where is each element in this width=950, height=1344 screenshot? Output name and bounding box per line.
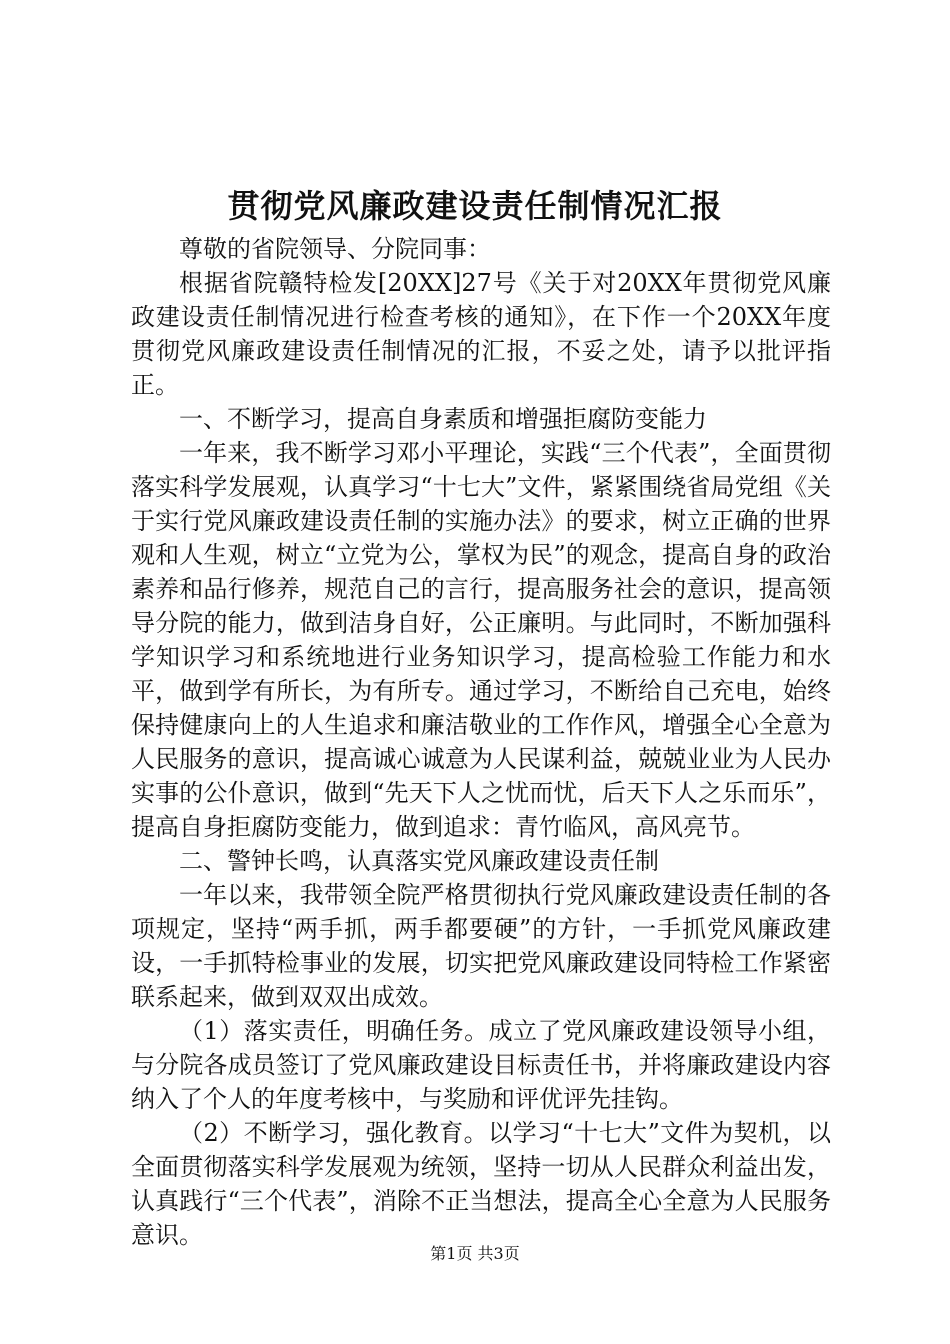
document-body <box>131 232 831 1252</box>
item-1-paragraph: （1）落实责任，明确任务。成立了党风廉政建设领导小组，与分院各成员签订了党风廉政建设目标责任书，并将廉政建设内容纳入了个人的年度考核中，与奖励和评优评先挂钩。 <box>131 1017 831 1113</box>
document-title: 贯彻党风廉政建设责任制情况汇报 <box>227 187 723 225</box>
section-1-paragraph: 一年来，我不断学习邓小平理论，实践“三个代表”，全面贯彻落实科学发展观，认真学习“十七大”文件，紧紧围绕省局党组《关于实行党风廉政建设责任制的实施办法》的要求，树立正确的世界观和人生观，树立“立党为公，掌权为民”的观念，提高自身的政治素养和品行修养，规范自己的言行，提高服务社会的意识，提高领导分院的能力，做到洁身自好，公正廉明。与此同时，不断加强科学知识学习和系统地进行业务知识学习，提高检验工作能力和水平，做到学有所长，为有所专。通过学习，不断给自己充电，始终保持健康向上的人生追求和廉洁敬业的工作作风，增强全心全意为人民服务的意识，提高诚心诚意为人民谋利益，兢兢业业为人民办实事的公仆意识，做到“先天下人之忧而忧，后天下人之乐而乐”，提高自身拒腐防变能力，做到追求：青竹临风，高风亮节。 <box>131 439 831 841</box>
page-footer: 第1页 共3页 <box>430 1244 520 1263</box>
section-heading-1: 一、不断学习，提高自身素质和增强拒腐防变能力 <box>179 405 707 433</box>
intro-paragraph: 根据省院赣特检发[20XX]27号《关于对20XX年贯彻党风廉政建设责任制情况进行检查考核的通知》，在下作一个20XX年度贯彻党风廉政建设责任制情况的汇报，不妥之处，请予以批评指正。 <box>131 269 831 399</box>
salutation: 尊敬的省院领导、分院同事： <box>179 235 491 263</box>
item-2-paragraph: （2）不断学习，强化教育。以学习“十七大”文件为契机，以全面贯彻落实科学发展观为统领，坚持一切从人民群众利益出发，认真践行“三个代表”，消除不正当想法，提高全心全意为人民服务意识。 <box>131 1119 831 1249</box>
section-2-paragraph: 一年以来，我带领全院严格贯彻执行党风廉政建设责任制的各项规定，坚持“两手抓，两手都要硬”的方针，一手抓党风廉政建设，一手抓特检事业的发展，切实把党风廉政建设同特检工作紧密联系起来，做到双双出成效。 <box>131 881 831 1011</box>
section-heading-2: 二、警钟长鸣，认真落实党风廉政建设责任制 <box>179 847 659 875</box>
